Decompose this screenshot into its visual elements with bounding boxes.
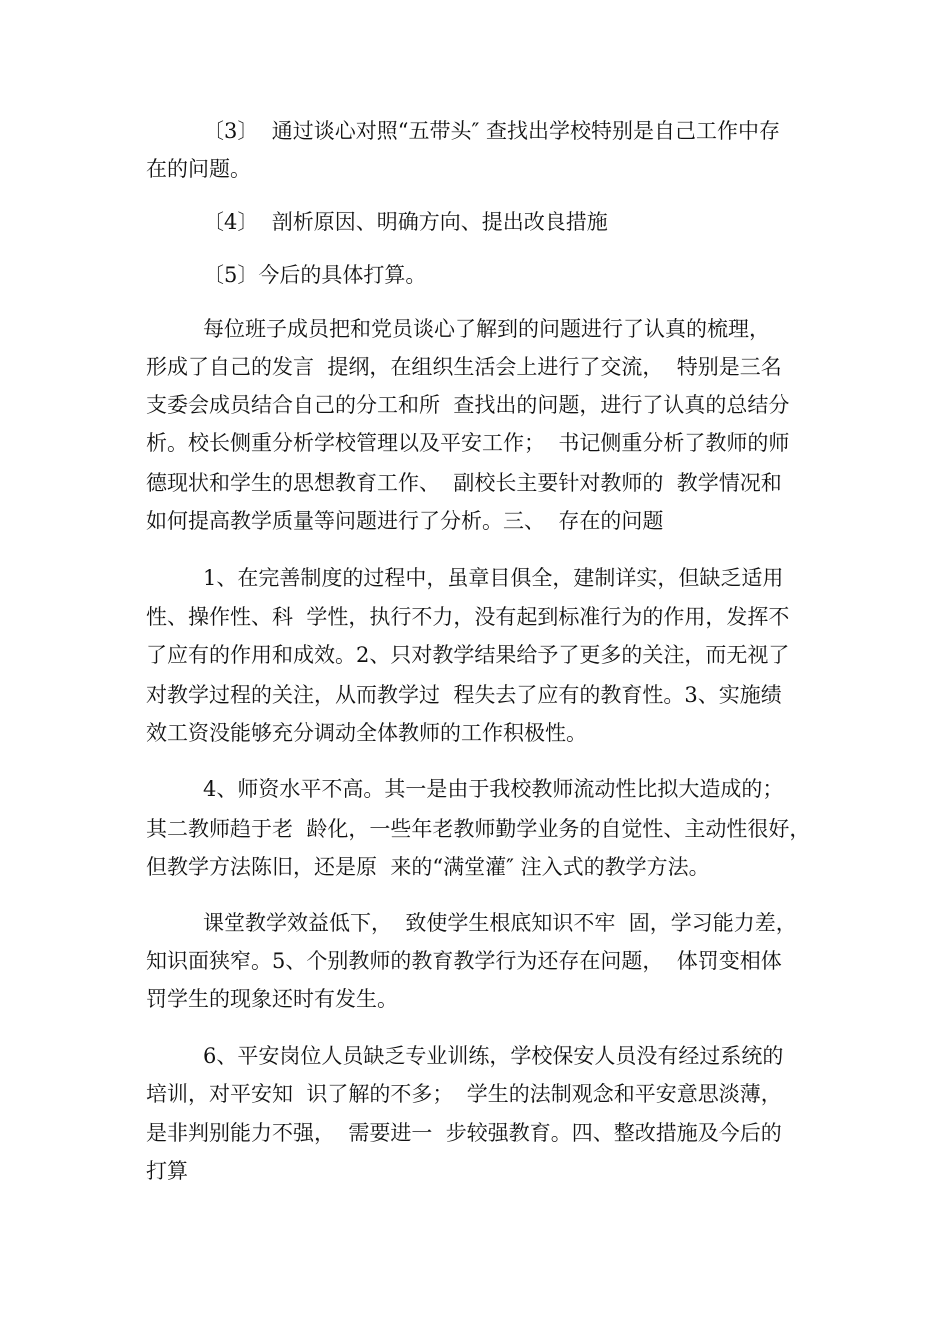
classroom-line-1: 课堂教学效益低下， 致使学生根底知识不牢 固，学习能力差， <box>203 911 797 935</box>
problems-line-4: 对教学过程的关注，从而教学过 程失去了应有的教育性。3、实施绩 <box>146 683 782 707</box>
problems-line-2: 性、操作性、科 学性，执行不力，没有起到标准行为的作用，发挥不 <box>146 605 790 629</box>
summary-line-1: 每位班子成员把和党员谈心了解到的问题进行了认真的梳理， <box>203 317 770 341</box>
summary-line-4: 析。校长侧重分析学校管理以及平安工作； 书记侧重分析了教师的师 <box>146 431 790 455</box>
problem4-line-2: 其二教师趋于老 龄化，一些年老教师勤学业务的自觉性、主动性很好， <box>146 817 811 841</box>
item-3-line-2: 在的问题。 <box>146 157 251 181</box>
problems-line-5: 效工资没能够充分调动全体教师的工作积极性。 <box>146 721 587 745</box>
summary-line-5: 德现状和学生的思想教育工作、 副校长主要针对教师的 教学情况和 <box>146 471 782 495</box>
problem4-line-3: 但教学方法陈旧，还是原 来的“满堂灌″ 注入式的教学方法。 <box>146 855 710 879</box>
item-4-line-1: 〔4〕 剖析原因、明确方向、提出改良措施 <box>203 210 608 234</box>
problem6-line-2: 培训，对平安知 识了解的不多； 学生的法制观念和平安意思淡薄， <box>146 1082 782 1106</box>
problem6-line-3: 是非判别能力不强， 需要进一 步较强教育。四、整改措施及今后的 <box>146 1121 782 1145</box>
item-5-line-1: 〔5〕今后的具体打算。 <box>203 263 427 287</box>
problem6-line-4: 打算 <box>146 1159 188 1183</box>
item-3-line-1: 〔3〕 通过谈心对照“五带头″ 查找出学校特别是自己工作中存 <box>203 119 780 143</box>
classroom-line-2: 知识面狭窄。5、个别教师的教育教学行为还存在问题， 体罚变相体 <box>146 949 782 973</box>
problems-line-3: 了应有的作用和成效。2、只对教学结果给予了更多的关注，而无视了 <box>146 643 790 667</box>
problem6-line-1: 6、平安岗位人员缺乏专业训练，学校保安人员没有经过系统的 <box>203 1044 784 1068</box>
problem4-line-1: 4、师资水平不高。其一是由于我校教师流动性比拟大造成的； <box>203 777 784 801</box>
classroom-line-3: 罚学生的现象还时有发生。 <box>146 987 398 1011</box>
summary-line-2: 形成了自己的发言 提纲，在组织生活会上进行了交流， 特别是三名 <box>146 355 782 379</box>
summary-line-6: 如何提高教学质量等问题进行了分析。三、 存在的问题 <box>146 509 664 533</box>
summary-line-3: 支委会成员结合自己的分工和所 查找出的问题，进行了认真的总结分 <box>146 393 790 417</box>
problems-line-1: 1、在完善制度的过程中，虽章目俱全，建制详实，但缺乏适用 <box>203 566 784 590</box>
